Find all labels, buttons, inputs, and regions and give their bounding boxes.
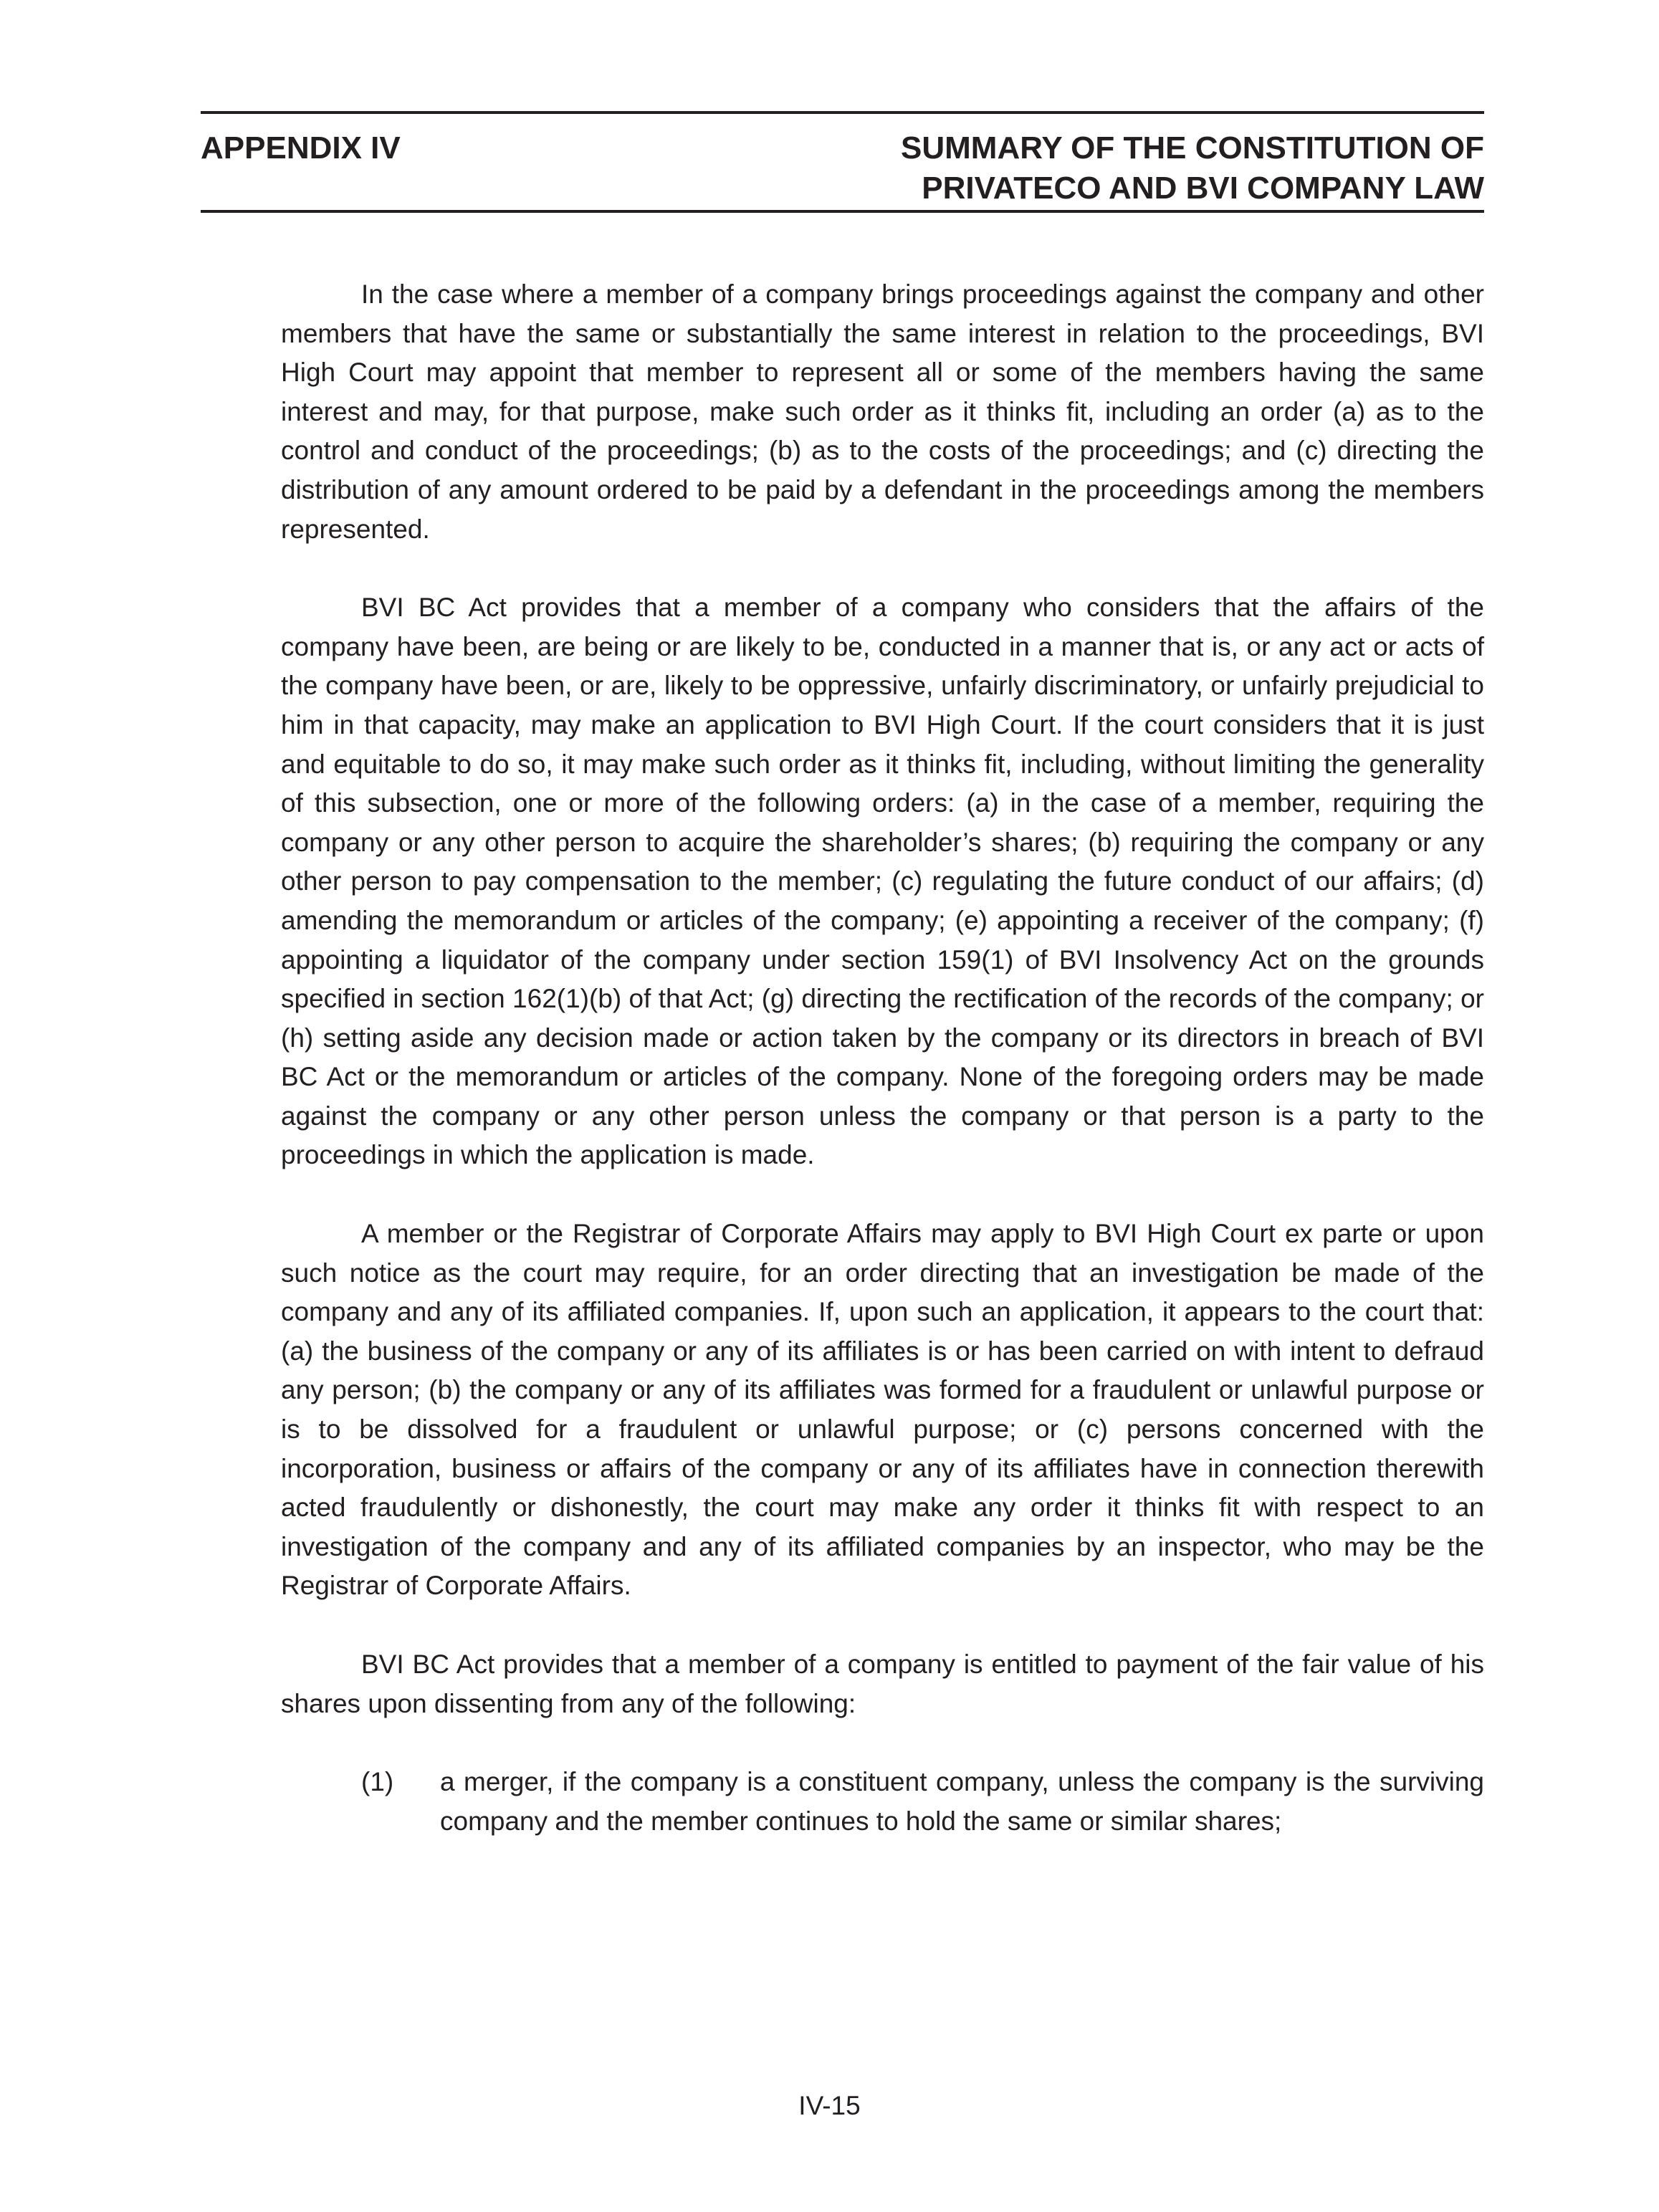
section-title bbox=[901, 128, 1484, 209]
appendix-label: APPENDIX IV bbox=[201, 130, 401, 166]
list-item-text: a merger, if the company is a constituent company, unless the company is the surviving company and the member continues to hold the same or similar shares; bbox=[440, 1767, 1484, 1836]
list-item-marker: (1) bbox=[361, 1767, 394, 1797]
page-header bbox=[201, 111, 1484, 213]
paragraph-dissent-rights: BVI BC Act provides that a member of a company is entitled to payment of the fair value of his shares upon dissenting from any of the following: bbox=[281, 1650, 1484, 1718]
page-number: IV-15 bbox=[798, 2091, 861, 2120]
section-title-line-1: SUMMARY OF THE CONSTITUTION OF bbox=[901, 130, 1484, 166]
paragraph-investigation-order: A member or the Registrar of Corporate Affairs may apply to BVI High Court ex parte or upon such notice as the court may require, for an order directing that an investigation be made of the company and any of its affiliated companies. If, upon such an application, it appears to the court that: (a) the business of the company or any of its affiliates is or has been carried on with intent to defraud any person; (b) the company or any of its affiliates was formed for a fraudulent or unlawful purpose or is to be dissolved for a fraudulent or unlawful purpose; or (c) persons concerned with the incorporation, business or affairs of the company or any of its affiliates have in connection therewith acted fraudulently or dishonestly, the court may make any order it thinks fit with respect to an investigation of the company and any of its affiliated companies by an inspector, who may be the Registrar of Corporate Affairs. bbox=[281, 1219, 1484, 1601]
section-title-line-2: PRIVATECO AND BVI COMPANY LAW bbox=[922, 171, 1484, 206]
paragraph-representative-proceedings: In the case where a member of a company brings proceedings against the company and other members that have the same or substantially the same interest in relation to the proceedings, BVI High Court may appoint that member to represent all or some of the members having the same interest and may, for that purpose, make such order as it thinks fit, including an order (a) as to the control and conduct of the proceedings; (b) as to the costs of the proceedings; and (c) directing the distribution of any amount ordered to be paid by a defendant in the proceedings among the members represented. bbox=[281, 279, 1484, 544]
paragraph-unfair-prejudice-remedy: BVI BC Act provides that a member of a company who considers that the affairs of the company have been, are being or are likely to be, conducted in a manner that is, or any act or acts of the company have been, or are, likely to be oppressive, unfairly discriminatory, or unfairly prejudicial to him in that capacity, may make an application to BVI High Court. If the court considers that it is just and equitable to do so, it may make such order as it thinks fit, including, without limiting the generality of this subsection, one or more of the following orders: (a) in the case of a member, requiring the company or any other person to acquire the shareholder’s shares; (b) requiring the company or any other person to pay compensation to the member; (c) regulating the future conduct of our affairs; (d) amending the memorandum or articles of the company; (e) appointing a receiver of the company; (f) appointing a liquidator of the company under section 159(1) of BVI Insolvency Act on the grounds specified in section 162(1)(b) of that Act; (g) directing the rectification of the records of the company; or (h) setting aside any decision made or action taken by the company or its directors in breach of BVI BC Act or the memorandum or articles of the company. None of the foregoing orders may be made against the company or any other person unless the company or that person is a party to the proceedings in which the application is made. bbox=[281, 593, 1484, 1170]
list-item bbox=[281, 1763, 1484, 1841]
document-body bbox=[281, 275, 1484, 1841]
